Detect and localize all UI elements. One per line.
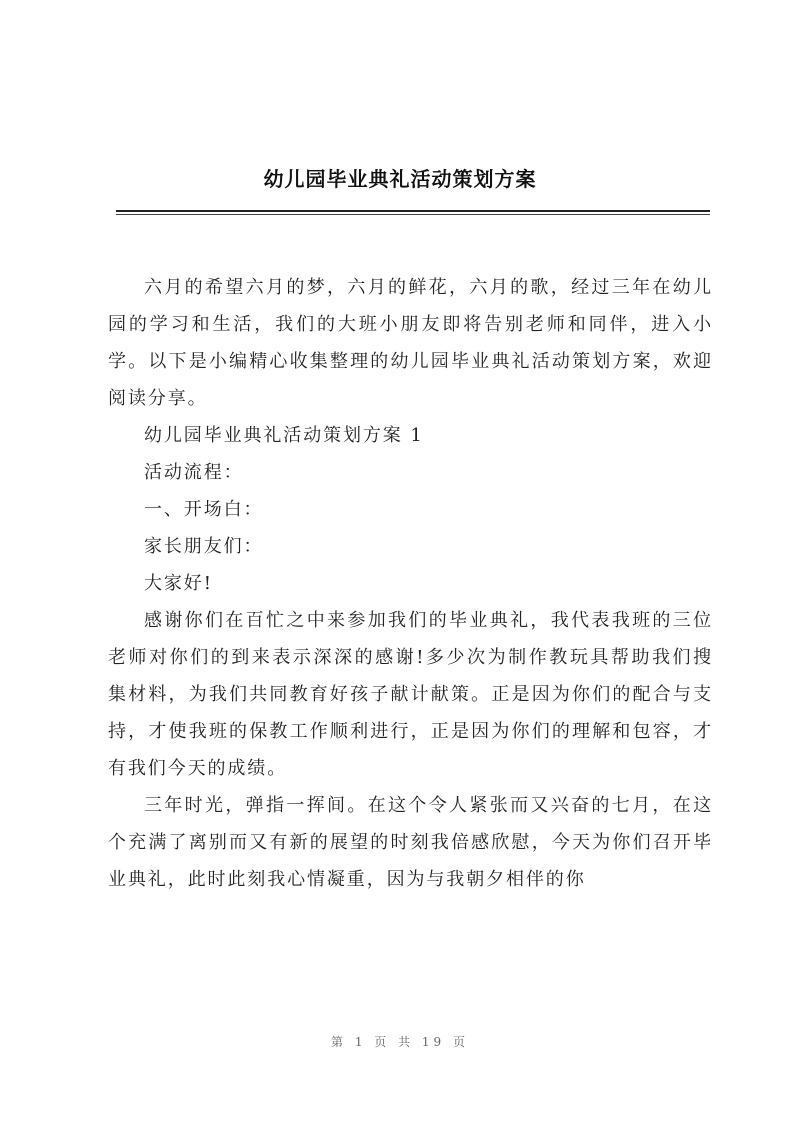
thanks-paragraph: 感谢你们在百忙之中来参加我们的毕业典礼，我代表我班的三位老师对你们的到来表示深深的感谢!多少次为制作教玩具帮助我们搜集材料，为我们共同教育好孩子献计献策。正是因为你们的配合与支持，才使我班的保教工作顺利进行，正是因为你们的理解和包容，才有我们今天的成绩。 — [108, 610, 713, 779]
page-footer: 第 1 页 共 19 页 — [331, 1035, 469, 1049]
opening-label: 一、开场白： — [144, 499, 264, 520]
section-heading: 幼儿园毕业典礼活动策划方案 1 — [144, 425, 424, 446]
title-divider — [116, 210, 710, 212]
intro-paragraph: 六月的希望六月的梦，六月的鲜花，六月的歌，经过三年在幼儿园的学习和生活，我们的大班小朋友即将告别老师和同伴，进入小学。以下是小编精心收集整理的幼儿园毕业典礼活动策划方案，欢迎阅读分享。 — [108, 277, 713, 409]
title-divider-thin — [116, 214, 710, 215]
greeting-all: 大家好! — [144, 573, 213, 594]
three-years-paragraph: 三年时光，弹指一挥间。在这个令人紧张而又兴奋的七月，在这个充满了离别而又有新的展望的时刻我倍感欣慰，今天为你们召开毕业典礼，此时此刻我心情凝重，因为与我朝夕相伴的你 — [108, 795, 713, 890]
document-title: 幼儿园毕业典礼活动策划方案 — [263, 167, 537, 191]
greeting-parents: 家长朋友们： — [144, 536, 264, 557]
activity-flow-label: 活动流程： — [144, 462, 244, 483]
document-body — [108, 269, 713, 898]
